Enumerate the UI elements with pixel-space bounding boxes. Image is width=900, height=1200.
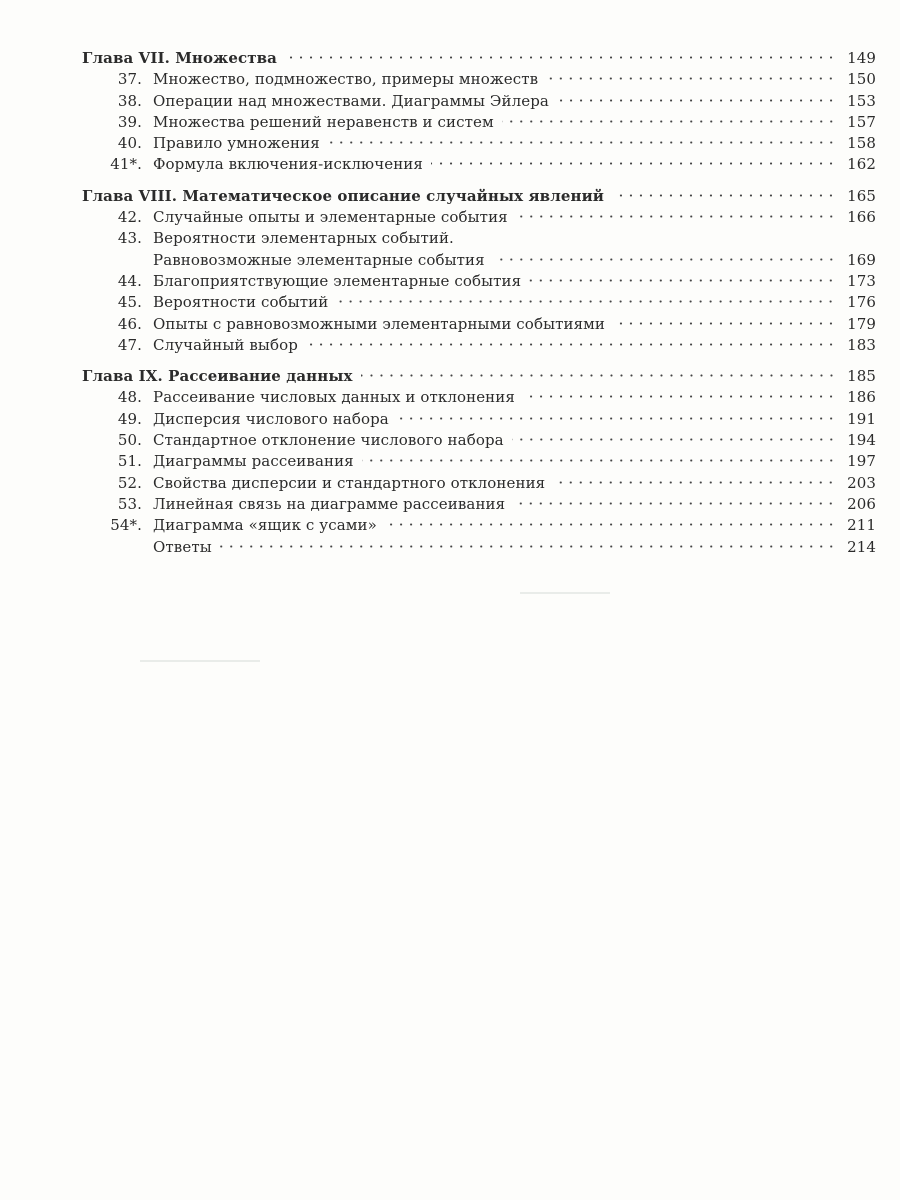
toc-entry-title: Правило умножения (153, 134, 320, 153)
dot-leader (557, 99, 836, 102)
page-number: 176 (847, 293, 876, 312)
page-number: 179 (847, 314, 876, 333)
toc-entry-body (153, 494, 876, 515)
toc-entry-title: Благоприятствующие элементарные события (153, 271, 522, 290)
toc-chapter (82, 366, 876, 558)
toc-entry-title: Формула включения-исключения (153, 155, 423, 174)
toc-entry-body (153, 69, 876, 90)
page-number: 185 (847, 367, 876, 386)
page-number: 165 (847, 186, 876, 205)
toc-entry-number: 39. (117, 112, 142, 131)
toc-entry-title: Опыты с равновозможными элементарными событиями (153, 314, 606, 333)
dot-leader (523, 395, 836, 398)
toc-entry (82, 494, 876, 515)
toc-entry-number: 51. (117, 452, 142, 471)
toc-entry-body (153, 112, 876, 133)
scan-artifact (140, 660, 260, 662)
toc-entry-number: 46. (117, 314, 142, 333)
page-number: 169 (847, 250, 876, 269)
toc-entry (82, 515, 876, 536)
toc-entry-body (153, 335, 876, 356)
page-number: 211 (847, 516, 876, 535)
toc-entry (82, 69, 876, 90)
dot-leader (362, 459, 836, 462)
toc-entry-title: Диаграмма «ящик с усами» (153, 516, 377, 535)
toc-entry-number: 50. (117, 431, 142, 450)
toc-entry (82, 409, 876, 430)
page-number: 158 (847, 134, 876, 153)
dot-leader (306, 343, 836, 346)
dot-leader (285, 56, 836, 59)
dot-leader (529, 279, 836, 282)
toc-entry (82, 133, 876, 154)
dot-leader (546, 77, 836, 80)
table-of-contents (82, 48, 876, 568)
dot-leader (328, 141, 836, 144)
toc-entry (82, 537, 876, 558)
toc-entry-body (153, 515, 876, 536)
toc-entry-body (153, 154, 876, 175)
toc-chapter-heading (82, 366, 876, 387)
toc-entry-number: 41*. (110, 155, 142, 174)
toc-entry-body (153, 228, 876, 249)
toc-entry-title: Вероятности событий (153, 293, 329, 312)
toc-entry-number: 47. (117, 335, 142, 354)
toc-entry-number: 53. (117, 494, 142, 513)
toc-entry-body (153, 387, 876, 408)
toc-entry-title: Свойства дисперсии и стандартного отклонения (153, 473, 546, 492)
toc-entry-body (153, 314, 876, 335)
toc-entry-body (153, 292, 876, 313)
toc-entry-title: Случайные опыты и элементарные события (153, 208, 508, 227)
toc-entry (82, 335, 876, 356)
chapter-title: Глава VIII. Математическое описание случайных явлений (82, 186, 605, 205)
toc-entry-title: Рассеивание числовых данных и отклонения (153, 388, 515, 407)
toc-entry-title: Операции над множествами. Диаграммы Эйлера (153, 91, 549, 110)
toc-entry-body (82, 48, 876, 69)
toc-entry (82, 207, 876, 228)
toc-entry-title: Вероятности элементарных событий. (153, 229, 454, 248)
toc-entry (82, 387, 876, 408)
toc-entry-number: 43. (117, 229, 142, 248)
page-number: 173 (847, 271, 876, 290)
toc-entry-body (153, 271, 876, 292)
dot-leader (513, 502, 836, 505)
page-number: 166 (847, 208, 876, 227)
toc-entry-number: 44. (117, 271, 142, 290)
toc-entry (82, 271, 876, 292)
dot-leader (385, 523, 836, 526)
page-number: 183 (847, 335, 876, 354)
page-number: 191 (847, 409, 876, 428)
toc-entry (82, 112, 876, 133)
page-number: 186 (847, 388, 876, 407)
page-number: 206 (847, 494, 876, 513)
page-number: 214 (847, 537, 876, 556)
toc-chapter (82, 186, 876, 356)
dot-leader (220, 545, 836, 548)
toc-entry-body (153, 473, 876, 494)
toc-entry-number: 54*. (110, 516, 142, 535)
toc-entry-number: 42. (117, 208, 142, 227)
toc-entry-body (153, 133, 876, 154)
dot-leader (431, 162, 836, 165)
toc-chapter-heading (82, 186, 876, 207)
dot-leader (612, 194, 836, 197)
dot-leader (493, 258, 836, 261)
dot-leader (512, 438, 836, 441)
toc-entry (82, 91, 876, 112)
page-number: 150 (847, 70, 876, 89)
toc-entry (82, 473, 876, 494)
dot-leader (502, 120, 836, 123)
toc-entry-title: Дисперсия числового набора (153, 409, 389, 428)
toc-entry-body (153, 430, 876, 451)
toc-entry (82, 430, 876, 451)
toc-entry-title: Множество, подмножество, примеры множеств (153, 70, 539, 89)
toc-entry-number: 38. (117, 91, 142, 110)
toc-entry-number: 52. (117, 473, 142, 492)
toc-entry (82, 292, 876, 313)
toc-entry (82, 314, 876, 335)
page-number: 194 (847, 431, 876, 450)
page-number: 203 (847, 473, 876, 492)
toc-chapter (82, 48, 876, 176)
toc-entry-body (153, 451, 876, 472)
page-number: 149 (847, 49, 876, 67)
chapter-title: Глава VII. Множества (82, 49, 277, 67)
dot-leader (397, 417, 836, 420)
toc-entry-body (153, 250, 876, 271)
toc-entry-title: Случайный выбор (153, 335, 298, 354)
toc-entry-title: Стандартное отклонение числового набора (153, 431, 504, 450)
toc-entry (82, 451, 876, 472)
toc-entry-body (153, 91, 876, 112)
toc-entry-number: 45. (117, 293, 142, 312)
toc-entry-body (153, 409, 876, 430)
toc-chapter-heading (82, 48, 876, 69)
scan-artifact (520, 592, 610, 594)
toc-entry-title: Линейная связь на диаграмме рассеивания (153, 494, 506, 513)
toc-entry (82, 154, 876, 175)
dot-leader (613, 322, 836, 325)
page-number: 197 (847, 452, 876, 471)
toc-entry-number: 48. (117, 388, 142, 407)
page-number: 157 (847, 112, 876, 131)
toc-entry (82, 228, 876, 249)
toc-entry-body (153, 537, 876, 558)
toc-entry-body (82, 186, 876, 207)
toc-entry-number: 37. (117, 70, 142, 89)
toc-entry-title: Равновозможные элементарные события (153, 250, 485, 269)
toc-entry-title: Ответы (153, 537, 212, 556)
toc-entry-body (82, 366, 876, 387)
toc-entry-number: 49. (117, 409, 142, 428)
toc-entry-body (153, 207, 876, 228)
page-number: 162 (847, 155, 876, 174)
chapter-title: Глава IX. Рассеивание данных (82, 367, 353, 386)
dot-leader (361, 374, 836, 377)
dot-leader (336, 300, 836, 303)
toc-entry-continuation (82, 250, 876, 271)
dot-leader (553, 481, 836, 484)
page-number: 153 (847, 91, 876, 110)
toc-entry-title: Диаграммы рассеивания (153, 452, 354, 471)
toc-entry-number: 40. (117, 134, 142, 153)
toc-entry-title: Множества решений неравенств и систем (153, 112, 494, 131)
dot-leader (516, 215, 836, 218)
